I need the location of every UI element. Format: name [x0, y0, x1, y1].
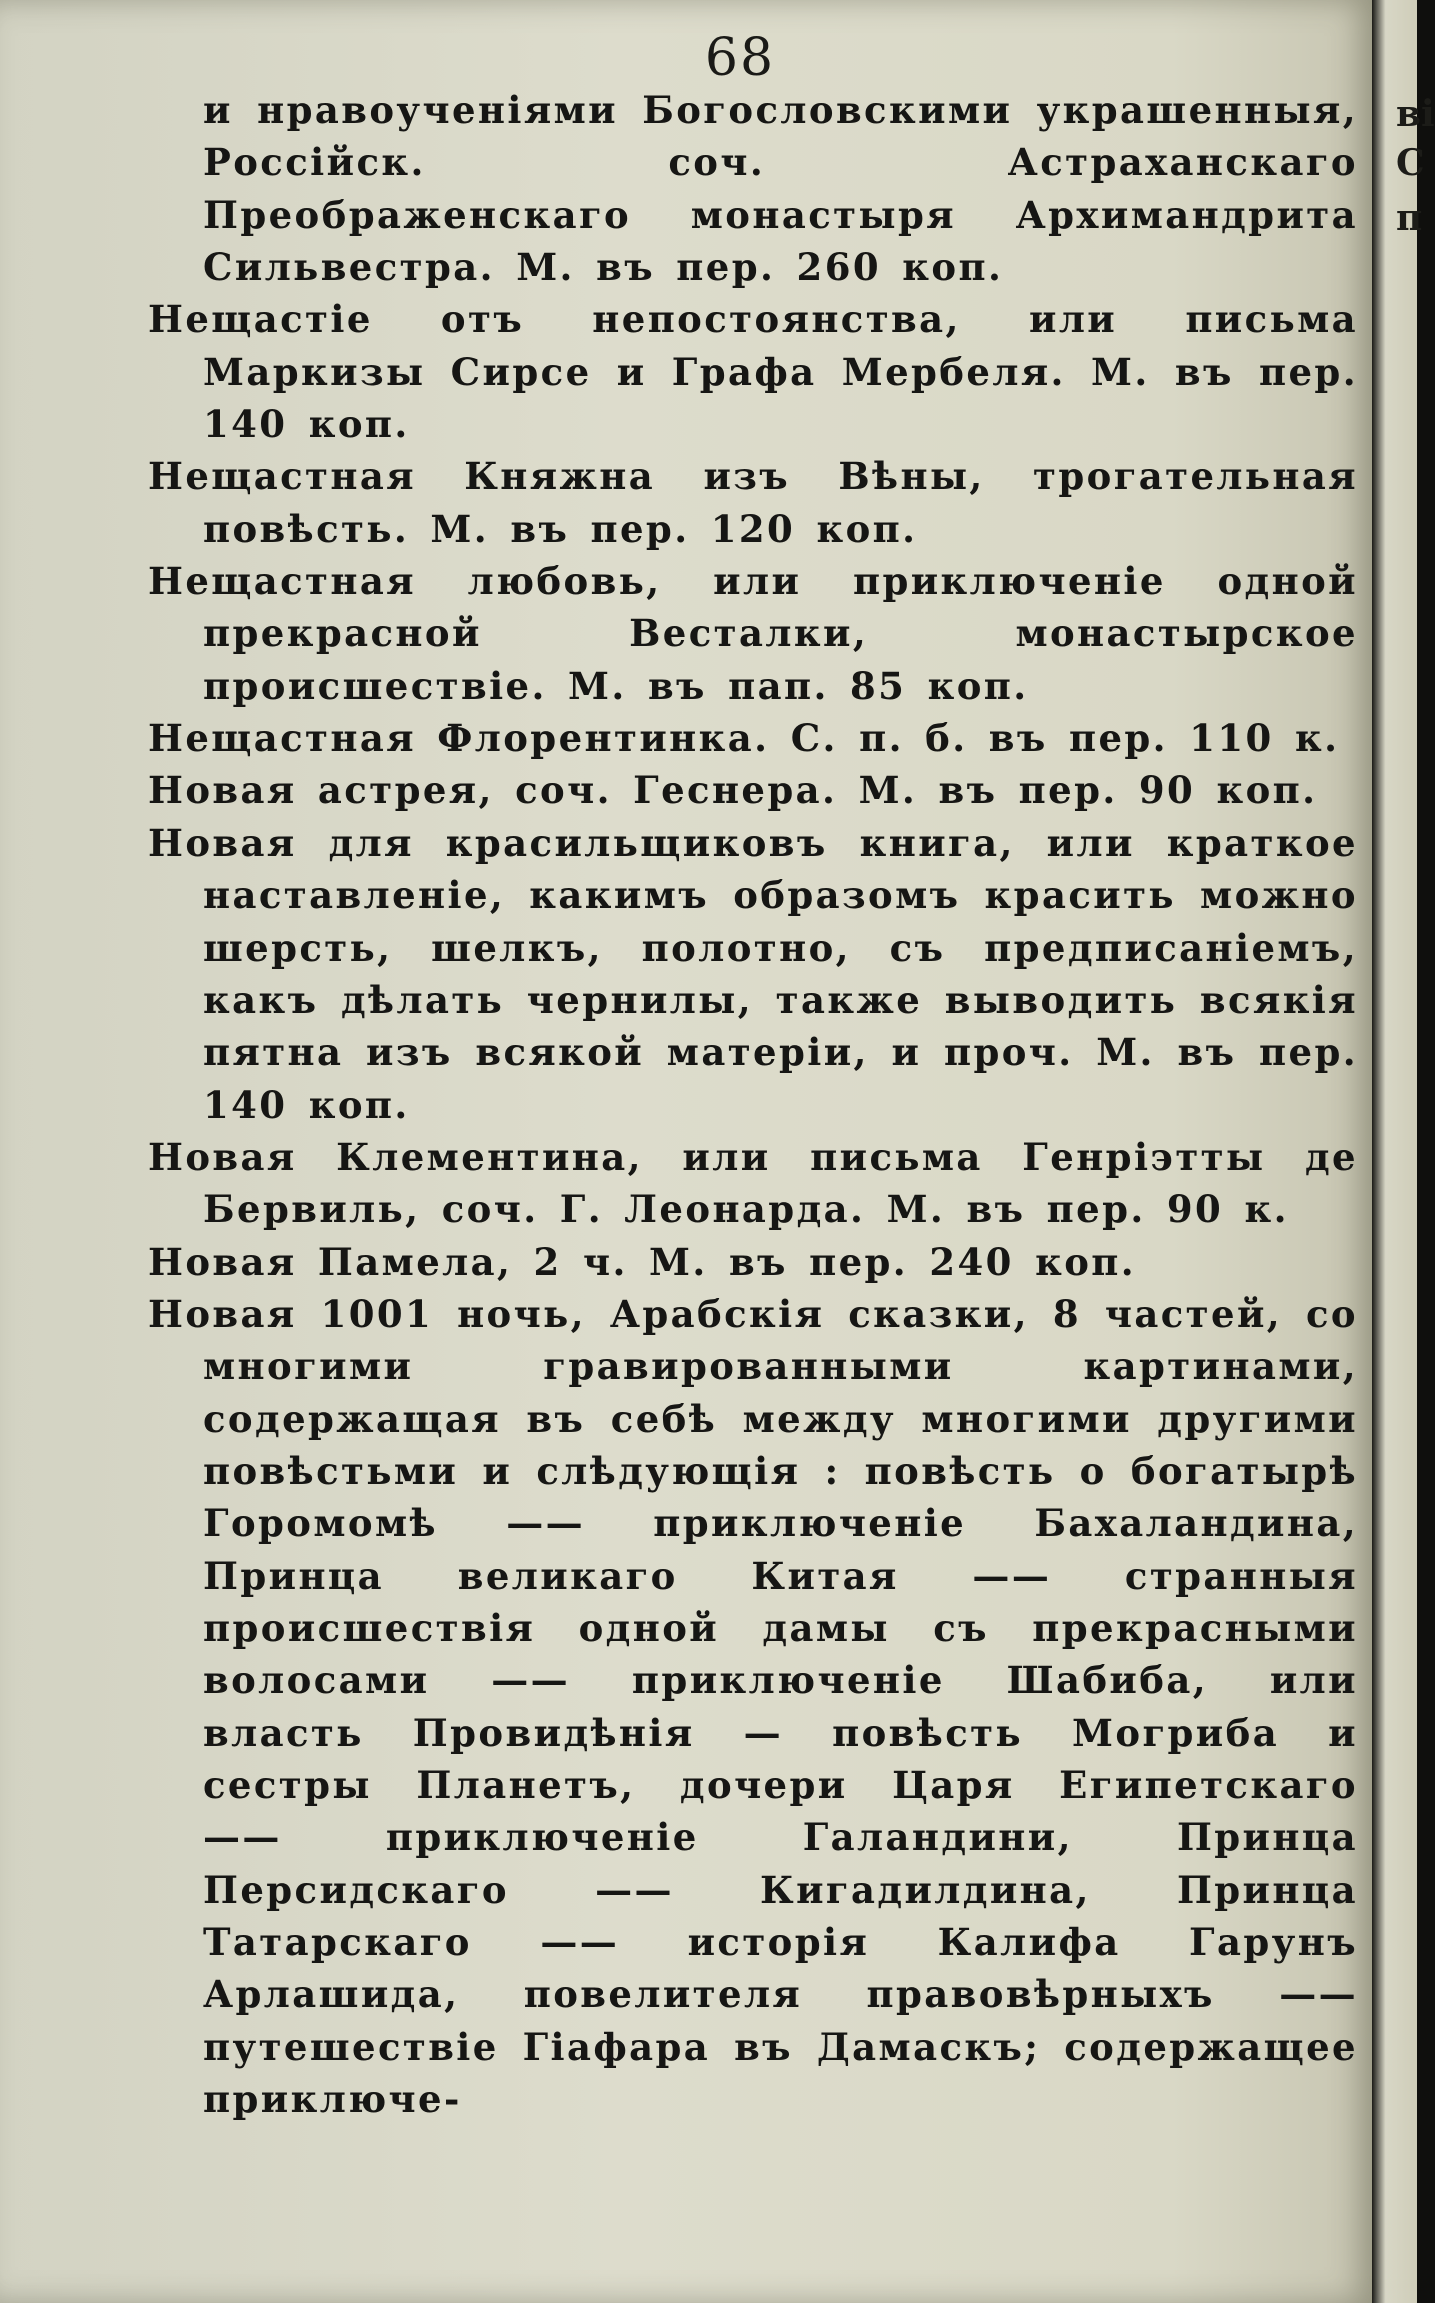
catalog-entry: Новая Клементина, или письма Генріэтты де Бервиль, соч. Г. Леонарда. М. въ пер. 90 к. — [148, 1134, 1358, 1232]
facing-page-fragment: С — [1396, 142, 1425, 184]
catalog-entry-continued: и нравоученіями Богословскими украшенныя, Россійск. соч. Астраханскаго Преображенскаго монастыря Архимандрита Сильвестра. М. въ пер. 260 коп. — [203, 88, 1358, 290]
catalog-entry: Новая астрея, соч. Геснера. М. въ пер. 90 коп. — [148, 768, 1318, 813]
catalog-text-column — [148, 84, 1358, 2125]
catalog-entry: Нещастная Флорентинка. С. п. б. въ пер. 110 к. — [148, 716, 1340, 761]
facing-page-edge — [1372, 0, 1435, 2303]
page-number: 68 — [704, 28, 776, 88]
catalog-entry: Нещастная любовь, или приключеніе одной прекрасной Весталки, монастырское происшествіе. М. въ пап. 85 коп. — [148, 559, 1358, 708]
catalog-entry: Нещастіе отъ непостоянства, или письма Маркизы Сирсе и Графа Мербеля. М. въ пер. 140 коп. — [148, 297, 1358, 447]
facing-page-fragment: ві — [1396, 93, 1435, 135]
catalog-entry: Новая Памела, 2 ч. М. въ пер. 240 коп. — [148, 1239, 1137, 1284]
catalog-entry: Нещастная Княжна изъ Вѣны, трогательная повѣсть. М. въ пер. 120 коп. — [148, 454, 1358, 551]
catalog-entry: Новая для красильщиковъ книга, или краткое наставленіе, какимъ образомъ красить можно шерсть, шелкъ, полотно, съ предписаніемъ, какъ дѣлать чернилы, также выводить всякія пятна изъ всякой матеріи, и проч. М. въ пер. 140 коп. — [148, 820, 1358, 1127]
catalog-entry: Новая 1001 ночь, Арабскія сказки, 8 частей, со многими гравированными картинами, содержащая въ себѣ между многими другими повѣстьми и слѣдующія : повѣсть о богатырѣ Горомомѣ —— приключеніе Бахаландина, Принца великаго Китая —— странныя происшествія одной дамы съ прекрасными волосами —— приключеніе Шабиба, или власть Провидѣнія — повѣсть Могриба и сестры Планетъ, дочери Царя Египетскаго —— приключеніе Галандини, Принца Персидскаго —— Кигадилдина, Принца Татарскаго —— исторія Калифа Гарунъ Арлашида, повелителя правовѣрныхъ —— путешествіе Гіафара въ Дамаскъ; содержащее приключе- — [148, 1291, 1358, 2122]
facing-page-fragment: п — [1396, 197, 1423, 239]
